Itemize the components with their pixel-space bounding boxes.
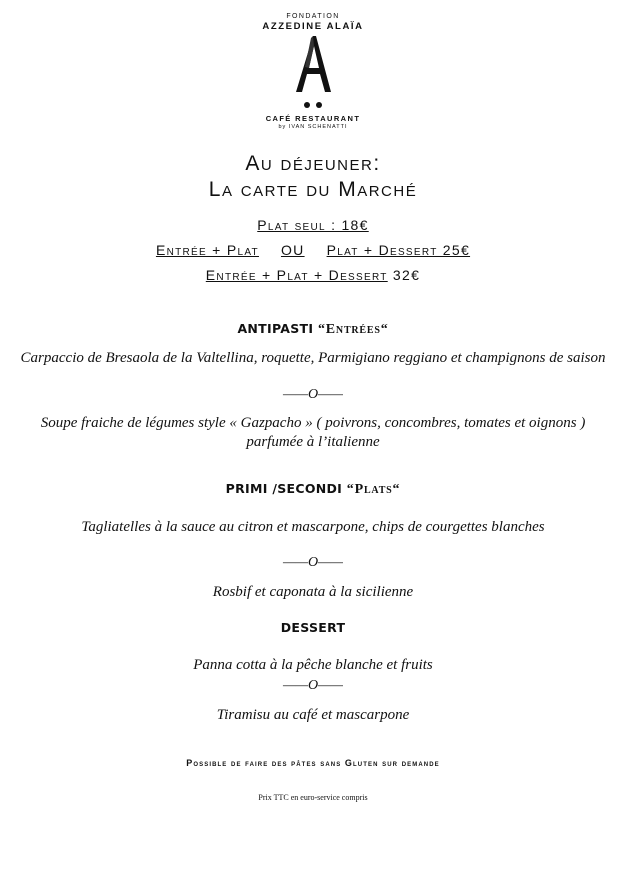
section-subtitle: “Plats“	[346, 482, 401, 497]
section-name: PRIMI /SECONDI	[225, 481, 343, 496]
section-name: ANTIPASTI	[237, 321, 314, 336]
dish-item: Panna cotta à la pêche blanche et fruits	[193, 657, 433, 673]
dish-item: Rosbif et caponata à la sicilienne	[212, 584, 414, 600]
section-subtitle: “Entrées“	[317, 322, 389, 337]
price-options	[0, 242, 626, 258]
dish-item: Tagliatelles à la sauce au citron et mascarpone, chips de courgettes blanches	[81, 519, 545, 535]
brand-name: AZZEDINE ALAÏA	[262, 21, 364, 32]
brand-foundation: FONDATION	[286, 13, 340, 20]
brand-chef: by IVAN SCHENATTI	[278, 124, 348, 130]
letter-a-logo-icon	[283, 34, 343, 110]
price-entree-plat: Entrée + Plat	[155, 242, 259, 258]
menu-title-line1: Au déjeuner:	[245, 152, 381, 175]
dish-separator: ——O——	[283, 387, 343, 402]
price-full-text: Entrée + Plat + Dessert	[205, 267, 388, 283]
dish-item: Soupe fraiche de légumes style « Gazpacho » ( poivrons, concombres, tomates et oignons ) parfumée à l’italienne	[40, 415, 586, 450]
dish-item: Carpaccio de Bresaola de la Valtellina, roquette, Parmigiano reggiano et champignons de saison	[20, 350, 606, 366]
menu-title-line2: La carte du Marché	[208, 178, 418, 201]
dish-separator: ——O——	[283, 555, 343, 570]
section-heading-antipasti	[0, 321, 626, 338]
prices-note: Prix TTC en euro-service compris	[258, 793, 368, 802]
brand-cafe-restaurant: CAFÉ RESTAURANT	[265, 114, 361, 123]
section-name: DESSERT	[280, 620, 346, 635]
section-heading-primi-secondi	[0, 481, 626, 498]
section-heading-dessert	[0, 620, 626, 635]
dish-separator: ——O——	[283, 678, 343, 693]
gluten-free-note: Possible de faire des pâtes sans Gluten sur demande	[186, 758, 440, 768]
price-plat-seul-text: Plat seul : 18€	[257, 217, 369, 233]
price-plat-seul	[0, 217, 626, 233]
dish-item: Tiramisu au café et mascarpone	[216, 707, 410, 723]
price-ou: OU	[280, 242, 305, 258]
price-plat-dessert: Plat + Dessert 25€	[326, 242, 471, 258]
price-full-amount: 32€	[392, 267, 421, 283]
price-full-menu	[0, 267, 626, 283]
